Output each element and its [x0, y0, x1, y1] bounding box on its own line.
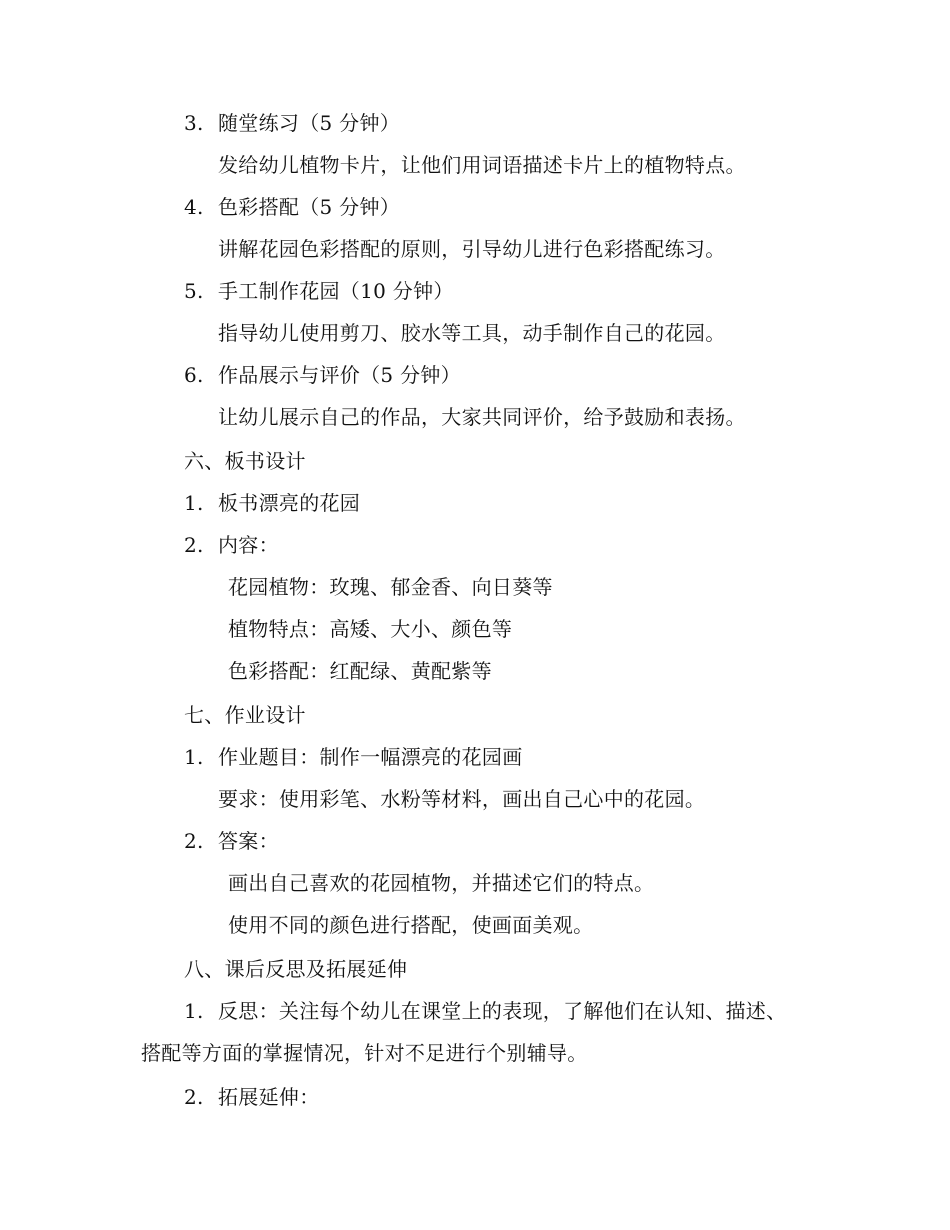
homework-requirement: 要求：使用彩笔、水粉等材料，画出自己心中的花园。 [218, 787, 706, 811]
step-4-title: 色彩搭配（5 分钟） [218, 195, 401, 219]
step-4-heading [184, 194, 400, 220]
board-content-plants: 花园植物：玫瑰、郁金香、向日葵等 [228, 575, 553, 599]
board-item-1 [184, 490, 360, 516]
reflection-item-2-text: 拓展延伸： [218, 1085, 320, 1109]
step-3-title: 随堂练习（5 分钟） [218, 111, 401, 135]
step-3-heading [184, 110, 400, 136]
step-6-body: 让幼儿展示自己的作品，大家共同评价，给予鼓励和表扬。 [218, 405, 746, 429]
step-6-title: 作品展示与评价（5 分钟） [218, 363, 461, 387]
section-8-heading: 八、课后反思及拓展延伸 [184, 957, 408, 981]
board-item-2 [184, 532, 279, 558]
list-number: 2. [184, 1085, 204, 1109]
list-number: 1. [184, 999, 204, 1023]
reflection-item-1-continued: 搭配等方面的掌握情况，针对不足进行个别辅导。 [141, 1041, 588, 1065]
list-number: 3. [184, 111, 204, 135]
section-7-heading: 七、作业设计 [184, 703, 306, 727]
homework-item-2 [184, 828, 279, 854]
answer-line-1: 画出自己喜欢的花园植物，并描述它们的特点。 [228, 871, 655, 895]
step-5-title: 手工制作花园（10 分钟） [218, 279, 454, 303]
board-item-2-text: 内容： [218, 533, 279, 557]
section-6-heading: 六、板书设计 [184, 449, 306, 473]
board-content-colors: 色彩搭配：红配绿、黄配紫等 [228, 659, 492, 683]
answer-line-2: 使用不同的颜色进行搭配，使画面美观。 [228, 913, 594, 937]
homework-item-1 [184, 744, 523, 770]
step-4-body: 讲解花园色彩搭配的原则，引导幼儿进行色彩搭配练习。 [218, 237, 726, 261]
step-5-body: 指导幼儿使用剪刀、胶水等工具，动手制作自己的花园。 [218, 321, 726, 345]
list-number: 1. [184, 745, 204, 769]
board-content-features: 植物特点：高矮、大小、颜色等 [228, 617, 513, 641]
list-number: 1. [184, 491, 204, 515]
list-number: 2. [184, 829, 204, 853]
step-3-body: 发给幼儿植物卡片，让他们用词语描述卡片上的植物特点。 [218, 153, 746, 177]
board-item-1-text: 板书漂亮的花园 [218, 491, 361, 515]
homework-item-1-text: 作业题目：制作一幅漂亮的花园画 [218, 745, 523, 769]
reflection-item-1 [184, 998, 786, 1024]
list-number: 6. [184, 363, 204, 387]
reflection-item-1-text: 反思：关注每个幼儿在课堂上的表现，了解他们在认知、描述、 [218, 999, 787, 1023]
homework-item-2-text: 答案： [218, 829, 279, 853]
step-6-heading [184, 362, 461, 388]
list-number: 4. [184, 195, 204, 219]
reflection-item-2 [184, 1084, 320, 1110]
list-number: 2. [184, 533, 204, 557]
step-5-heading [184, 278, 454, 304]
list-number: 5. [184, 279, 204, 303]
